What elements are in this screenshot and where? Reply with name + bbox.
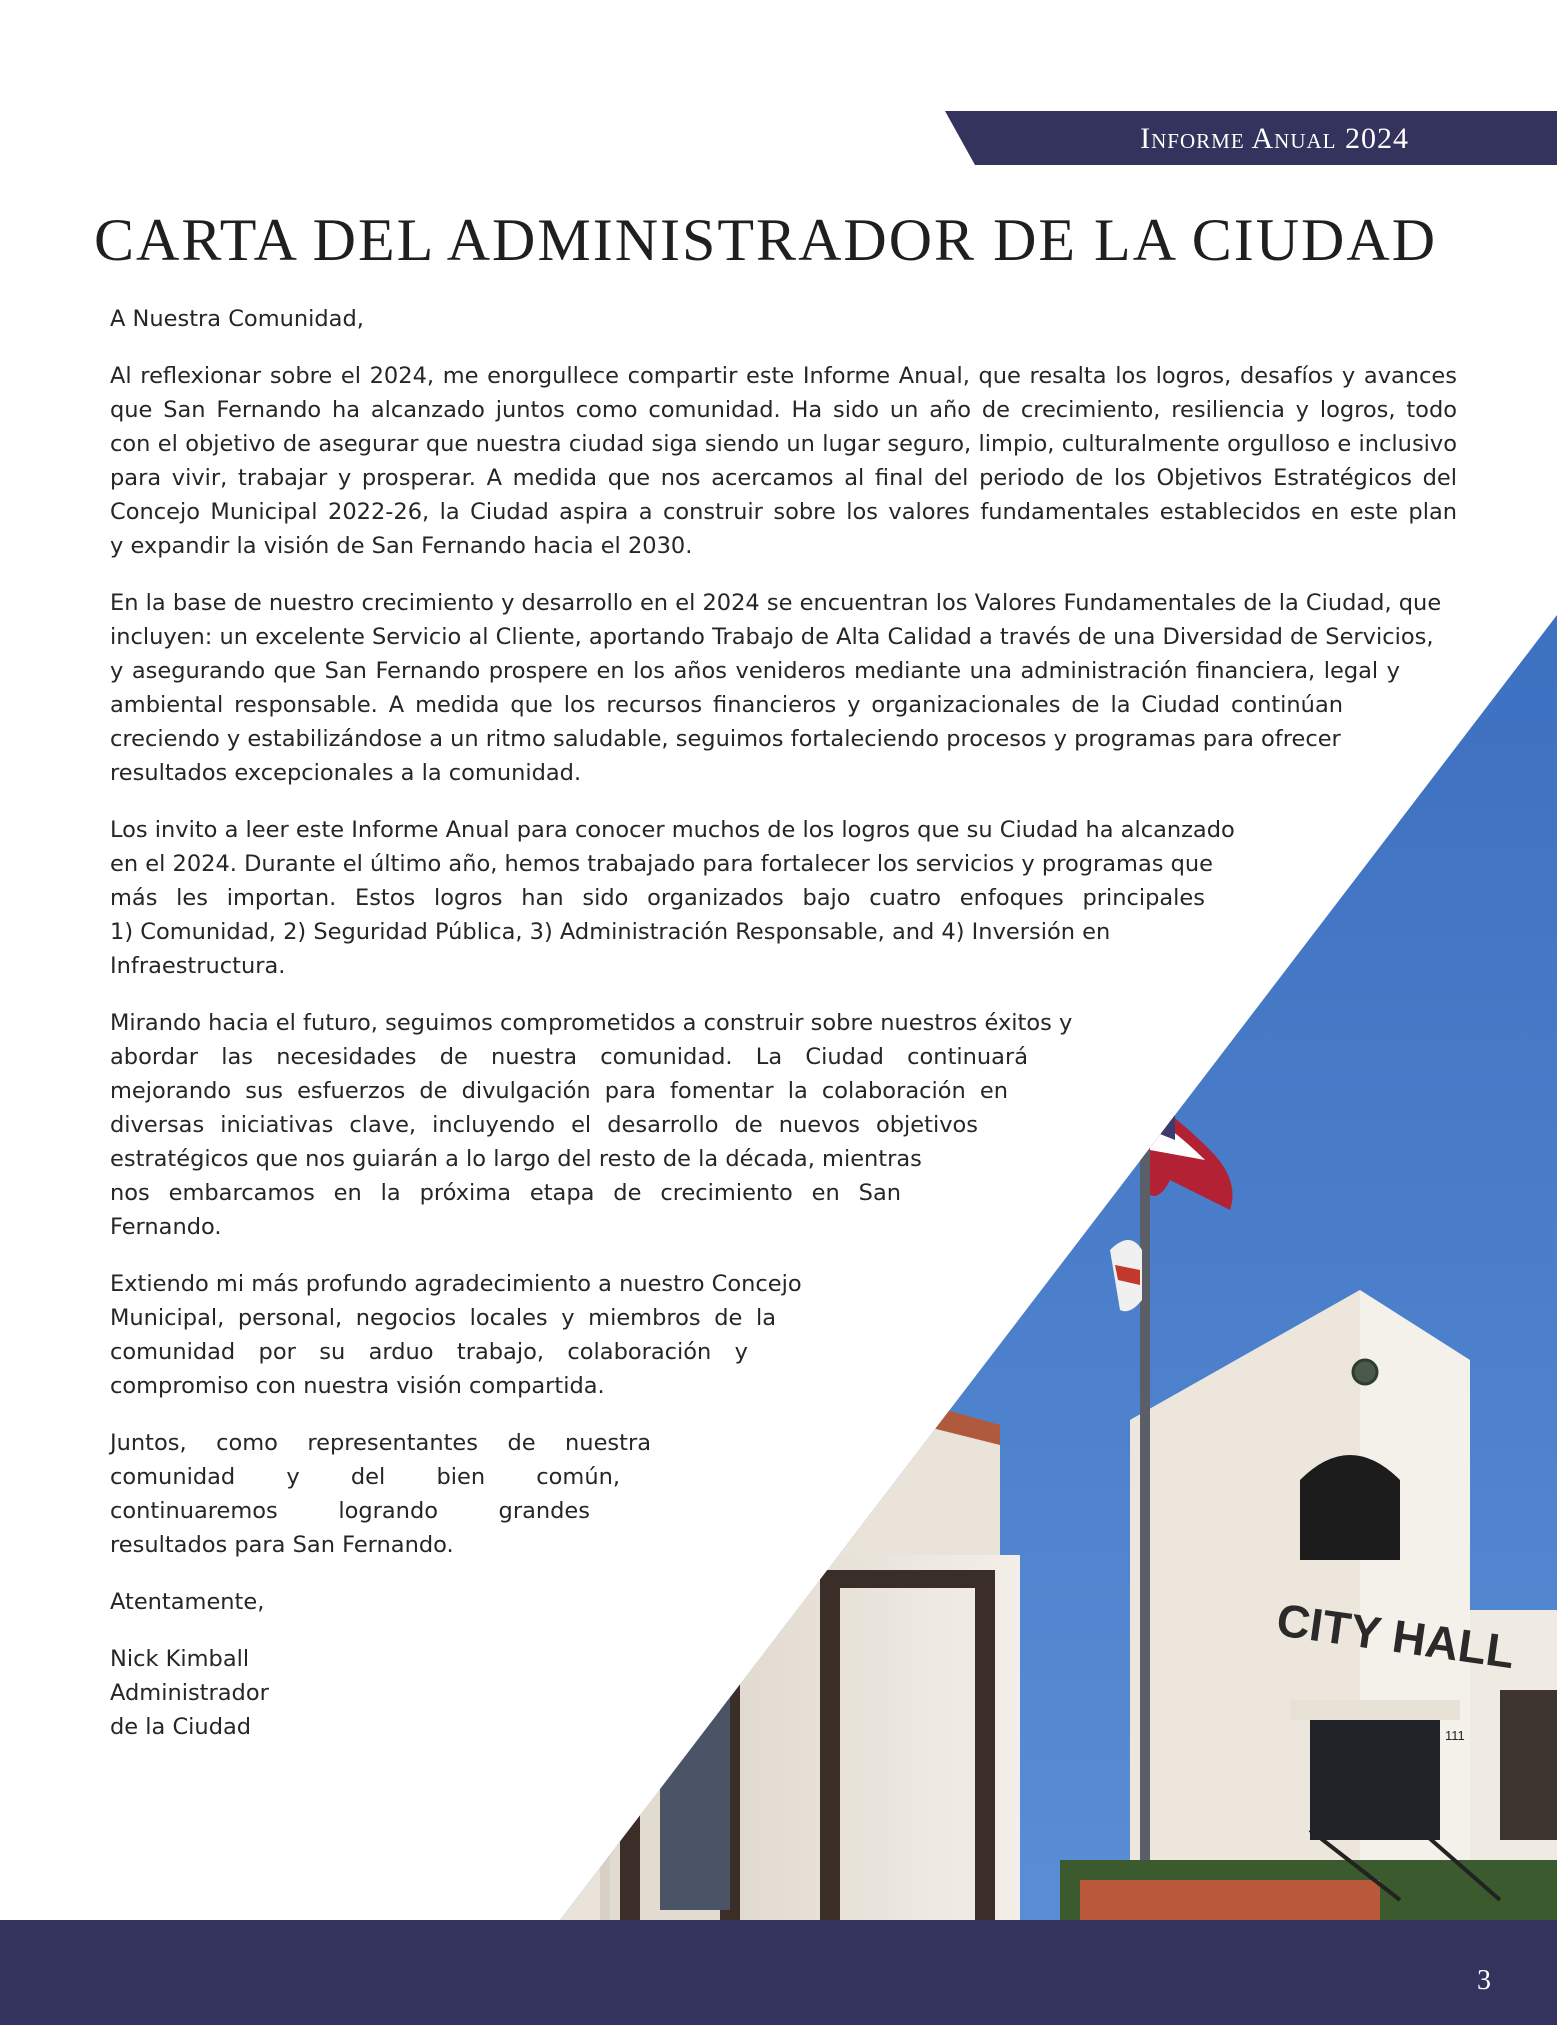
text-line: Los invito a leer este Informe Anual para conocer muchos de los logros que su Ciudad ha alcanzado bbox=[110, 817, 1235, 843]
text-line: creciendo y estabilizándose a un ritmo saludable, seguimos fortaleciendo procesos y programas para ofrecer bbox=[110, 726, 1341, 752]
text-line: que San Fernando ha alcanzado juntos como comunidad. Ha sido un año de crecimiento, resiliencia y logros, todo bbox=[110, 397, 1457, 423]
text-line: comunidad por su arduo trabajo, colaboración y bbox=[110, 1339, 748, 1365]
signer-name: Nick Kimball bbox=[110, 1646, 250, 1672]
text-line: continuaremos logrando grandes bbox=[110, 1498, 590, 1524]
page-number: 3 bbox=[1477, 1965, 1491, 1996]
paragraph-5 bbox=[110, 1267, 1465, 1403]
letter-body bbox=[110, 302, 1465, 1744]
text-line: resultados excepcionales a la comunidad. bbox=[110, 760, 582, 786]
text-line: resultados para San Fernando. bbox=[110, 1532, 454, 1558]
text-line: 1) Comunidad, 2) Seguridad Pública, 3) Administración Responsable, and 4) Inversión en bbox=[110, 919, 1111, 945]
paragraph-3 bbox=[110, 813, 1465, 983]
city-hall-sign: CITY HALL bbox=[1273, 1593, 1518, 1679]
text-line: diversas iniciativas clave, incluyendo el desarrollo de nuevos objetivos bbox=[110, 1112, 978, 1138]
text-line: Al reflexionar sobre el 2024, me enorgullece compartir este Informe Anual, que resalta los logros, desafíos y avances bbox=[110, 363, 1457, 389]
text-line: Juntos, como representantes de nuestra bbox=[110, 1430, 651, 1456]
text-line: Concejo Municipal 2022-26, la Ciudad aspira a construir sobre los valores fundamentales establecidos en este plan bbox=[110, 499, 1457, 525]
text-line: Mirando hacia el futuro, seguimos comprometidos a construir sobre nuestros éxitos y bbox=[110, 1010, 1073, 1036]
signer-title: Administrador bbox=[110, 1680, 269, 1706]
text-line: y asegurando que San Fernando prospere en los años venideros mediante una administración financiera, legal y bbox=[110, 658, 1400, 684]
text-line: para vivir, trabajar y prosperar. A medida que nos acercamos al final del periodo de los Objetivos Estratégicos del bbox=[110, 465, 1457, 491]
report-label: Informe Anual 2024 bbox=[1140, 122, 1409, 155]
text-line: y expandir la visión de San Fernando hacia el 2030. bbox=[110, 533, 693, 559]
signature-block bbox=[110, 1642, 1465, 1744]
text-line: mejorando sus esfuerzos de divulgación para fomentar la colaboración en bbox=[110, 1078, 1008, 1104]
text-line: nos embarcamos en la próxima etapa de crecimiento en San bbox=[110, 1180, 901, 1206]
paragraph-1 bbox=[110, 359, 1457, 563]
text-line: estratégicos que nos guiarán a lo largo del resto de la década, mientras bbox=[110, 1146, 922, 1172]
paragraph-4 bbox=[110, 1006, 1465, 1244]
closing: Atentamente, bbox=[110, 1589, 265, 1615]
text-line: En la base de nuestro crecimiento y desarrollo en el 2024 se encuentran los Valores Fundamentales de la Ciudad, que bbox=[110, 590, 1442, 616]
paragraph-2 bbox=[110, 586, 1457, 790]
address-number: 111 bbox=[1445, 1728, 1465, 1743]
paragraph-6 bbox=[110, 1426, 1465, 1562]
text-line: Extiendo mi más profundo agradecimiento a nuestro Concejo bbox=[110, 1271, 802, 1297]
text-line: más les importan. Estos logros han sido organizados bajo cuatro enfoques principales bbox=[110, 885, 1205, 911]
page-title: CARTA DEL ADMINISTRADOR DE LA CIUDAD bbox=[94, 207, 1438, 273]
text-line: compromiso con nuestra visión compartida. bbox=[110, 1373, 605, 1399]
text-line: abordar las necesidades de nuestra comunidad. La Ciudad continuará bbox=[110, 1044, 1028, 1070]
text-line: incluyen: un excelente Servicio al Cliente, aportando Trabajo de Alta Calidad a través de una Diversidad de Servicios, bbox=[110, 624, 1434, 650]
text-line: Municipal, personal, negocios locales y miembros de la bbox=[110, 1305, 776, 1331]
text-line: ambiental responsable. A medida que los recursos financieros y organizacionales de la Ciudad continúan bbox=[110, 692, 1343, 718]
text-line: en el 2024. Durante el último año, hemos trabajado para fortalecer los servicios y programas que bbox=[110, 851, 1213, 877]
text-line: comunidad y del bien común, bbox=[110, 1464, 620, 1490]
text-line: Fernando. bbox=[110, 1214, 222, 1240]
text-line: Infraestructura. bbox=[110, 953, 286, 979]
signer-title: de la Ciudad bbox=[110, 1714, 252, 1740]
salutation: A Nuestra Comunidad, bbox=[110, 306, 364, 332]
text-line: con el objetivo de asegurar que nuestra ciudad siga siendo un lugar seguro, limpio, culturalmente orgulloso e inclusivo bbox=[110, 431, 1457, 457]
footer-bar bbox=[0, 1920, 1557, 2025]
